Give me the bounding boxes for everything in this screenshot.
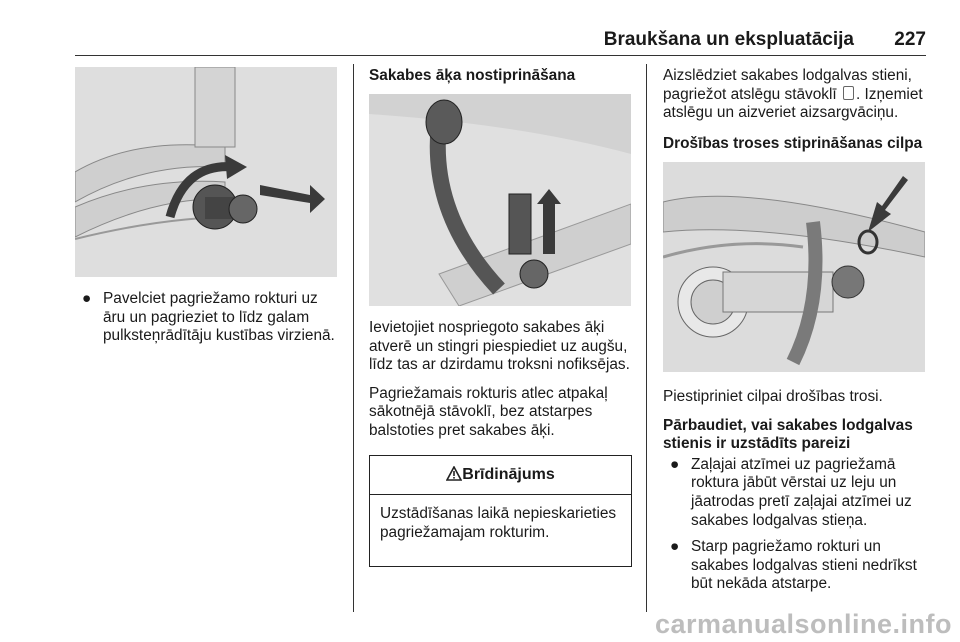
check-bullet-1: ● Zaļajai atzīmei uz pagriežamā roktura jābūt vērstai uz leju un jāatrodas pretī zaļajai atzīmei uz sakabes lodgalvas stieņa. [670,455,912,529]
instruction-bullet: ● Pavelciet pagriežamo rokturi uz āru un pagrieziet to līdz galam pulksteņrādītāju kustības virzienā. [82,290,335,345]
warning-triangle-icon [446,466,462,481]
page-number: 227 [894,29,926,50]
warning-box [369,455,632,567]
page-header [75,22,926,56]
lock-closed-icon [843,86,854,100]
section-heading: Sakabes āķa nostiprināšana [369,67,576,84]
page-section-title: Braukšana un ekspluatācija [603,29,854,50]
column-1 [75,290,340,354]
header-rule [75,55,926,56]
column-divider-2 [646,64,647,612]
section-heading-check: Pārbaudiet, vai sakabes lodgalvas stienis ir uzstādīts pareizi [663,416,913,453]
section-heading-eyelet: Drošības troses stiprināšanas cilpa [663,134,923,152]
bullet-text: Pavelciet pagriežamo rokturi uz āru un pagrieziet to līdz galam pulksteņrādītāju kustības virzienā. [103,290,335,345]
column-3-bottom [663,388,933,602]
column-divider-1 [353,64,354,612]
safety-cable-eyelet-figure [663,162,925,372]
warning-header [370,456,631,495]
paragraph-lock: Aizslēdziet sakabes lodgalvas stieni, pagriežot atslēgu stāvoklī . Izņemiet atslēgu un aizveriet aizsargvāciņu. [663,67,923,122]
tow-bar-release-figure [75,67,337,277]
column-3-top [663,67,933,163]
column-2-heading-block [369,67,637,96]
tow-bar-insertion-figure [369,94,631,306]
paragraph-handle: Pagriežamais rokturis atlec atpakaļ sākotnējā stāvoklī, bez atstarpes balstoties pret sakabes āķi. [369,384,608,439]
check-bullet-2: ● Starp pagriežamo rokturi un sakabes lodgalvas stieni nedrīkst būt nekāda atstarpe. [670,538,917,593]
paragraph-insert: Ievietojiet nospriegoto sakabes āķi atverē un stingri piespiediet uz augšu, līdz tas ar dzirdamu troksni nofiksējas. [369,319,630,374]
warning-title: Brīdinājums [462,466,555,483]
warning-text: Uzstādīšanas laikā nepieskarieties pagriežamajam rokturim. [380,505,617,541]
watermark: carmanualsonline.info [654,609,952,639]
column-2 [369,319,637,451]
paragraph-attach-cable: Piestipriniet cilpai drošības trosi. [663,388,883,405]
